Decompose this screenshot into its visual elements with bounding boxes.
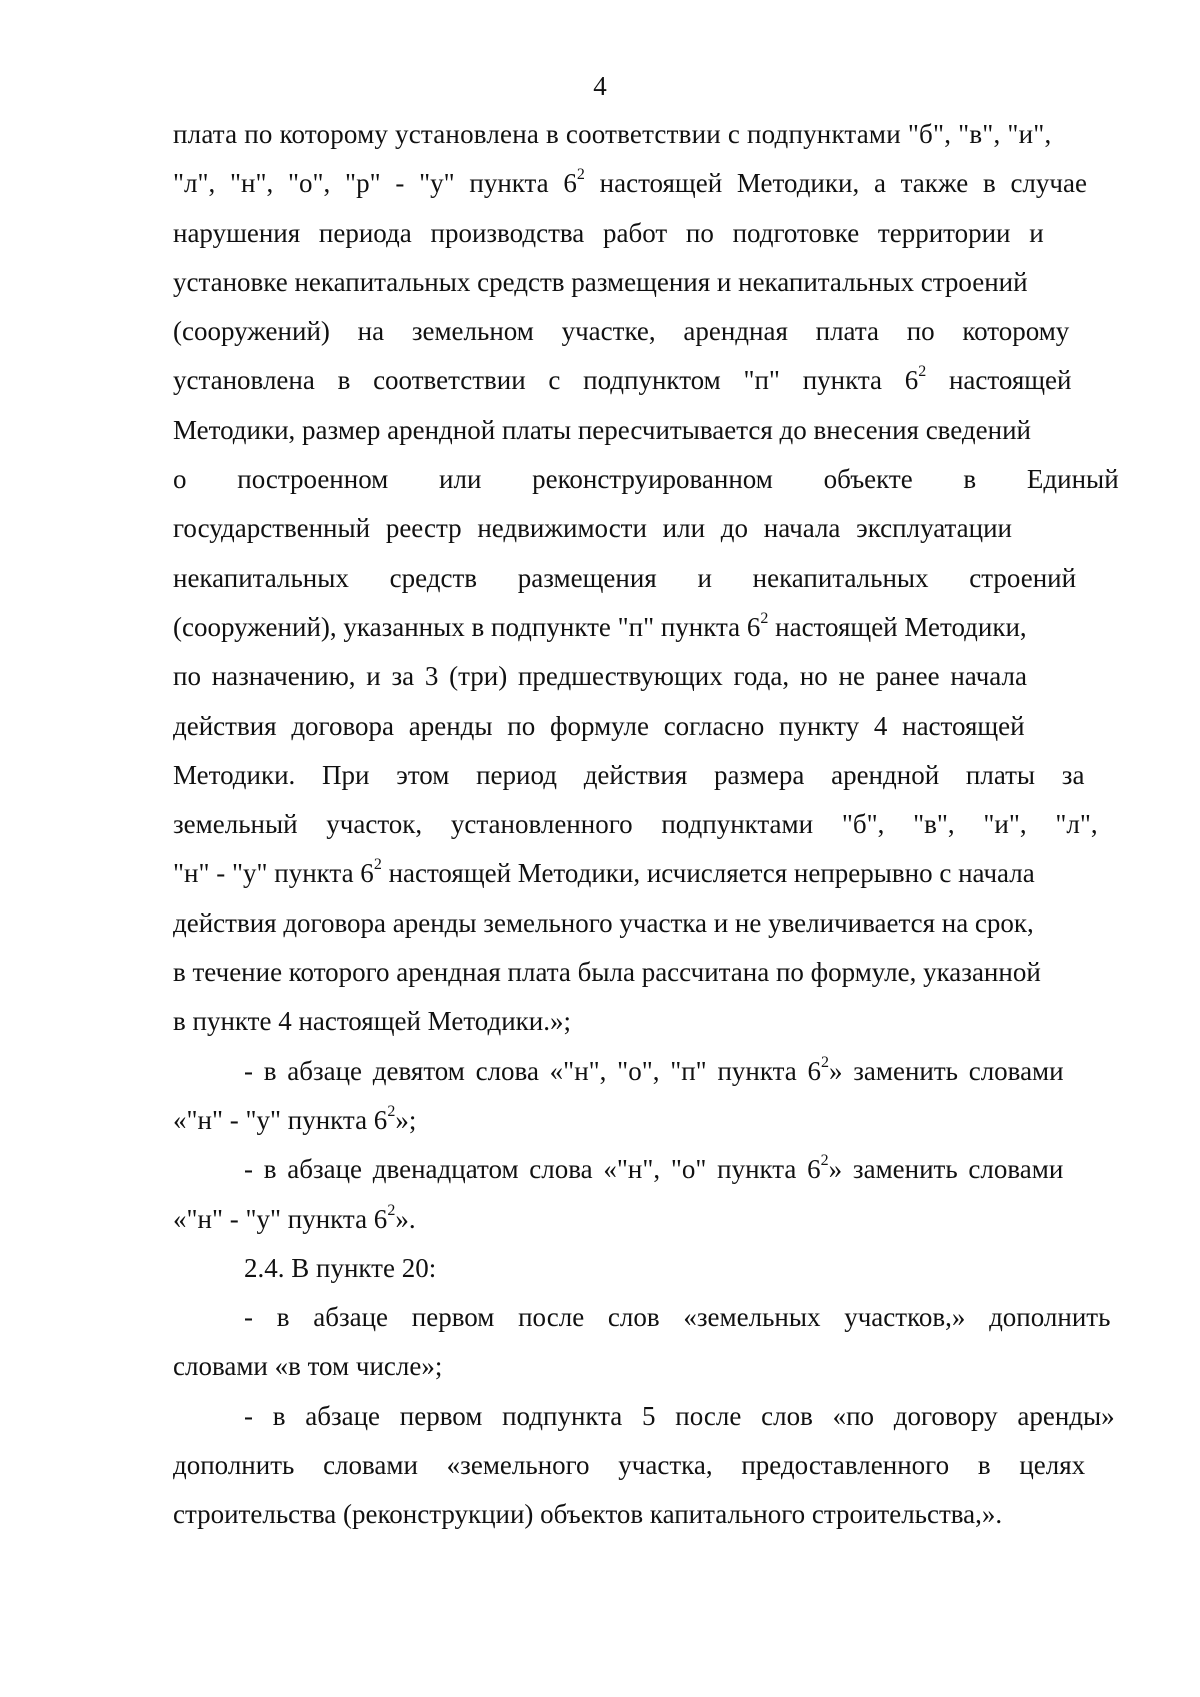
text-line	[173, 455, 1119, 504]
text-line	[173, 504, 1100, 553]
text-line-content: (сооружений) на земельном участке, арендная плата по которому	[173, 316, 1070, 347]
section-heading	[173, 1244, 1100, 1293]
text-line	[173, 1342, 1100, 1391]
text-line-content: - в абзаце двенадцатом слова «"н", "о" пункта 6	[244, 1154, 821, 1185]
text-line-content: установлена в соответствии с подпунктом "п" пункта 6	[173, 365, 919, 396]
text-line-content: государственный реестр недвижимости или до начала эксплуатации	[173, 513, 1012, 544]
text-line	[173, 554, 1100, 603]
text-line-content: 2.4. В пункте 20:	[244, 1252, 437, 1283]
text-line	[173, 1490, 1100, 1539]
text-line	[173, 1145, 1100, 1194]
text-line-content: настоящей Методики, исчисляется непрерывно с начала	[381, 858, 1035, 889]
text-line	[173, 307, 1100, 356]
text-line-content: плата по которому установлена в соответствии с подпунктами "б", "в", "и",	[173, 119, 1052, 149]
superscript: 2	[918, 363, 927, 381]
text-line-content: действия договора аренды по формуле согласно пункту 4 настоящей	[173, 710, 1025, 741]
text-line-content: настоящей Методики, а также в случае	[584, 168, 1087, 199]
text-line	[173, 1293, 1111, 1342]
text-line-content: Методики, размер арендной платы пересчитывается до внесения сведений	[173, 414, 1031, 445]
text-line	[173, 849, 1100, 898]
superscript: 2	[820, 1152, 829, 1170]
text-line	[173, 997, 1100, 1046]
text-line	[173, 899, 1100, 948]
text-line-content: по назначению, и за 3 (три) предшествующих года, но не ранее начала	[173, 661, 1027, 692]
text-line	[173, 356, 1100, 405]
text-line-content: » заменить словами	[828, 1055, 1064, 1086]
text-line	[173, 652, 1100, 701]
text-line-content: "л", "н", "о", "р" - "у" пункта 6	[173, 168, 577, 199]
text-line	[173, 1392, 1115, 1441]
text-line-content: «"н" - "у" пункта 6	[173, 1104, 388, 1135]
text-line	[173, 1441, 1100, 1490]
text-line-content: в пункте 4 настоящей Методики.»;	[173, 1006, 571, 1037]
text-line	[173, 1096, 1100, 1145]
text-line-content: о построенном или реконструированном объекте в Единый	[173, 464, 1119, 495]
text-line-content: - в абзаце первом подпункта 5 после слов «по договору аренды»	[244, 1400, 1115, 1431]
superscript: 2	[760, 609, 769, 627]
superscript: 2	[576, 166, 585, 184]
page-number: 4	[593, 71, 607, 101]
text-line-content: земельный участок, установленного подпунктами "б", "в", "и", "л",	[173, 809, 1098, 840]
text-line	[173, 603, 1100, 652]
text-line	[173, 1195, 1100, 1244]
text-line-content: «"н" - "у" пункта 6	[173, 1203, 388, 1234]
text-line-content: настоящей	[926, 365, 1072, 396]
body-text	[173, 110, 1119, 1540]
text-line-content: некапитальных средств размещения и некапитальных строений	[173, 562, 1077, 593]
superscript: 2	[820, 1053, 829, 1071]
text-line	[173, 258, 1100, 307]
text-line-content: » заменить словами	[828, 1154, 1064, 1185]
text-line-content: "н" - "у" пункта 6	[173, 858, 374, 889]
text-line-content: - в абзаце девятом слова «"н", "о", "п" пункта 6	[244, 1055, 821, 1086]
text-line	[173, 406, 1100, 455]
text-line-content: ».	[395, 1203, 416, 1234]
text-line-content: установке некапитальных средств размещения и некапитальных строений	[173, 266, 1028, 297]
text-line	[173, 800, 1100, 849]
text-line-content: дополнить словами «земельного участка, предоставленного в целях	[173, 1450, 1086, 1481]
superscript: 2	[387, 1201, 396, 1219]
text-line-content: настоящей Методики,	[768, 611, 1027, 642]
text-line-content: действия договора аренды земельного участка и не увеличивается на срок,	[173, 907, 1034, 938]
superscript: 2	[387, 1102, 396, 1120]
text-line	[173, 209, 1100, 258]
text-line	[173, 1047, 1100, 1096]
text-line-content: »;	[395, 1104, 417, 1135]
text-line-content: нарушения периода производства работ по подготовке территории и	[173, 217, 1044, 248]
text-line-content: в течение которого арендная плата была рассчитана по формуле, указанной	[173, 957, 1041, 988]
text-line	[173, 159, 1100, 208]
text-line	[173, 948, 1100, 997]
text-line-content: Методики. При этом период действия размера арендной платы за	[173, 759, 1085, 790]
text-line-content: - в абзаце первом после слов «земельных участков,» дополнить	[244, 1302, 1111, 1333]
superscript: 2	[373, 856, 382, 874]
text-line-content: словами «в том числе»;	[173, 1351, 443, 1382]
text-line	[173, 110, 1100, 159]
text-line	[173, 702, 1100, 751]
text-line	[173, 751, 1100, 800]
text-line-content: (сооружений), указанных в подпункте "п" пункта 6	[173, 611, 761, 642]
text-line-content: строительства (реконструкции) объектов капитального строительства,».	[173, 1499, 1003, 1530]
